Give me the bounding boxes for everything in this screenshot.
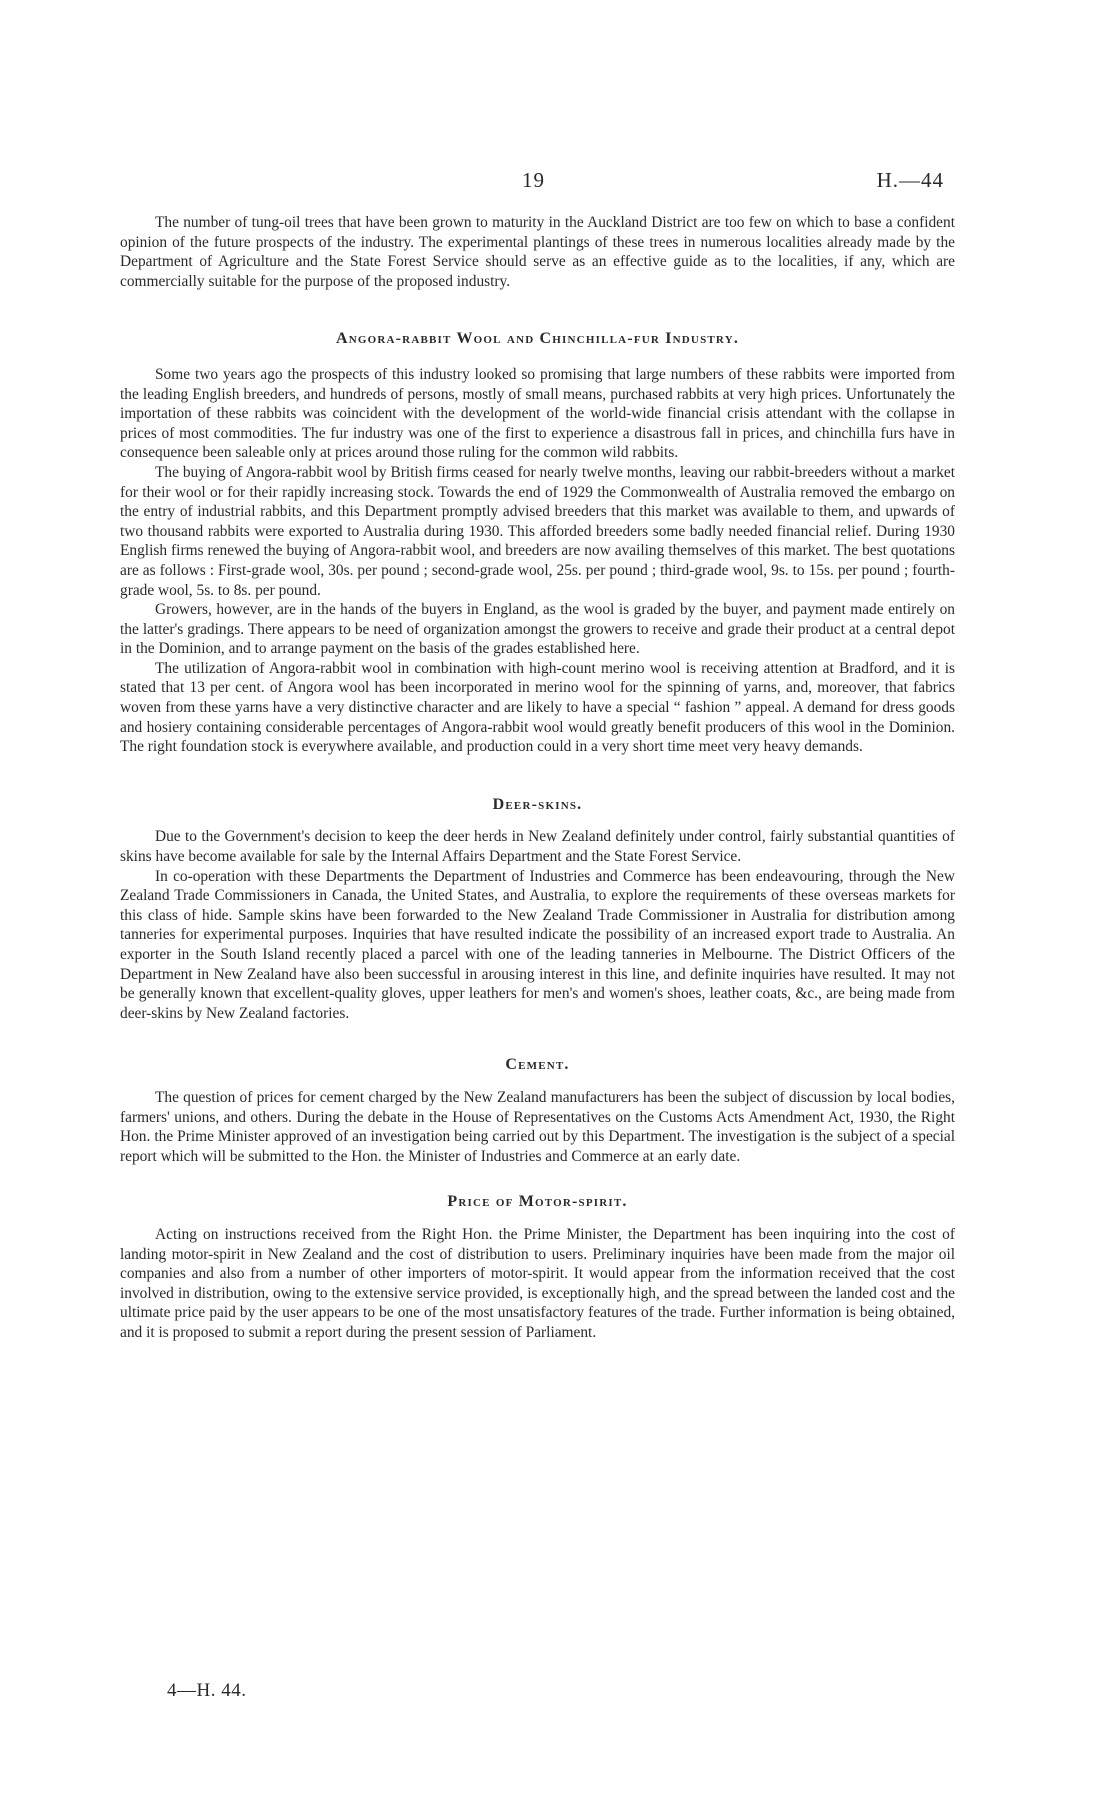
page-signature: 4—H. 44. <box>167 1680 247 1701</box>
cement-section <box>120 1055 955 1166</box>
motor-spirit-section <box>120 1192 955 1342</box>
section-heading: Cement. <box>505 1056 570 1074</box>
angora-section <box>120 329 955 756</box>
section-heading: Price of Motor-spirit. <box>447 1193 628 1211</box>
intro-section <box>120 213 955 291</box>
paragraph: The question of prices for cement charged by the New Zealand manufacturers has been the subject of discussion by local bodies, farmers' unions, and others. During the debate in the House of Representatives on the Customs Acts Amendment Act, 1930, the Right Hon. the Prime Minister approved of an investigation being carried out by this Department. The investigation is the subject of a special report which will be submitted to the Hon. the Minister of Industries and Commerce at an early date. <box>120 1088 955 1165</box>
document-reference: H.—44 <box>876 168 944 192</box>
deer-section <box>120 795 955 1024</box>
paragraph: The number of tung-oil trees that have been grown to maturity in the Auckland District are too few on which to base a confident opinion of the future prospects of the industry. The experimental plantings of these trees in numerous localities already made by the Department of Agriculture and the State Forest Service should serve as an effective guide as to the localities, if any, which are commercially suitable for the purpose of the proposed industry. <box>120 214 955 290</box>
paragraph: Some two years ago the prospects of this industry looked so promising that large numbers of these rabbits were imported from the leading English breeders, and hundreds of persons, mostly of small means, purchased rabbits at very high prices. Unfortunately the importation of these rabbits was coincident with the development of the world-wide financial crisis attendant with the collapse in prices of most commodities. The fur industry was one of the first to experience a disastrous fall in prices, and chinchilla furs have in consequence been saleable only at prices around those ruling for the common wild rabbits. <box>120 365 955 462</box>
page-number: 19 <box>522 168 545 192</box>
section-heading: Angora-rabbit Wool and Chinchilla-fur Industry. <box>335 330 740 348</box>
document-body <box>120 213 955 1343</box>
paragraph: Growers, however, are in the hands of the buyers in England, as the wool is graded by the buyer, and payment made entirely on the latter's gradings. There appears to be need of organization amongst the growers to receive and grade their product at a central depot in the Dominion, and to arrange payment on the basis of the grades established here. <box>120 601 955 658</box>
paragraph: The buying of Angora-rabbit wool by British firms ceased for nearly twelve months, leaving our rabbit-breeders without a market for their wool or for their rapidly increasing stock. Towards the end of 1929 the Commonwealth of Australia removed the embargo on the entry of industrial rabbits, and this Department promptly advised breeders that this market was available to them, and upwards of two thousand rabbits were exported to Australia during 1930. This afforded breeders some badly needed financial relief. During 1930 English firms renewed the buying of Angora-rabbit wool, and breeders are now availing themselves of this market. The best quotations are as follows : First-grade wool, 30s. per pound ; second-grade wool, 25s. per pound ; third-grade wool, 9s. to 15s. per pound ; fourth-grade wool, 5s. to 8s. per pound. <box>120 463 955 599</box>
paragraph: The utilization of Angora-rabbit wool in combination with high-count merino wool is receiving attention at Bradford, and it is stated that 13 per cent. of Angora wool has been incorporated in merino wool for the spinning of yarns, and, moreover, that fabrics woven from these yarns have a very distinctive character and are likely to have a special “ fashion ” appeal. A demand for dress goods and hosiery containing considerable percentages of Angora-rabbit wool would greatly benefit producers of this wool in the Dominion. The right foundation stock is everywhere available, and production could in a very short time meet very heavy demands. <box>120 659 955 756</box>
paragraph: Acting on instructions received from the Right Hon. the Prime Minister, the Department has been inquiring into the cost of landing motor-spirit in New Zealand and the cost of distribution to users. Preliminary inquiries have been made from the major oil companies and also from a number of other importers of motor-spirit. It would appear from the information received that the cost involved in distribution, owing to the extensive service provided, is exceptionally high, and the spread between the landed cost and the ultimate price paid by the user appears to be one of the most unsatisfactory features of the trade. Further information is being obtained, and it is proposed to submit a report during the present session of Parliament. <box>120 1225 955 1341</box>
paragraph: Due to the Government's decision to keep the deer herds in New Zealand definitely under control, fairly substantial quantities of skins have become available for sale by the Internal Affairs Department and the State Forest Service. <box>120 828 955 866</box>
section-heading: Deer-skins. <box>492 795 583 813</box>
paragraph: In co-operation with these Departments the Department of Industries and Commerce has been endeavouring, through the New Zealand Trade Commissioners in Canada, the United States, and Australia, to explore the requirements of these overseas markets for this class of hide. Sample skins have been forwarded to the New Zealand Trade Commissioner in Australia for distribution among tanneries for experimental purposes. Inquiries that have resulted indicate the possibility of an increased export trade to Australia. An exporter in the South Island recently placed a parcel with one of the leading tanneries in Melbourne. The District Officers of the Department in New Zealand have also been successful in arousing interest in this line, and definite inquiries have resulted. It may not be generally known that excellent-quality gloves, upper leathers for men's and women's shoes, leather coats, &c., are being made from deer-skins by New Zealand factories. <box>120 867 955 1022</box>
